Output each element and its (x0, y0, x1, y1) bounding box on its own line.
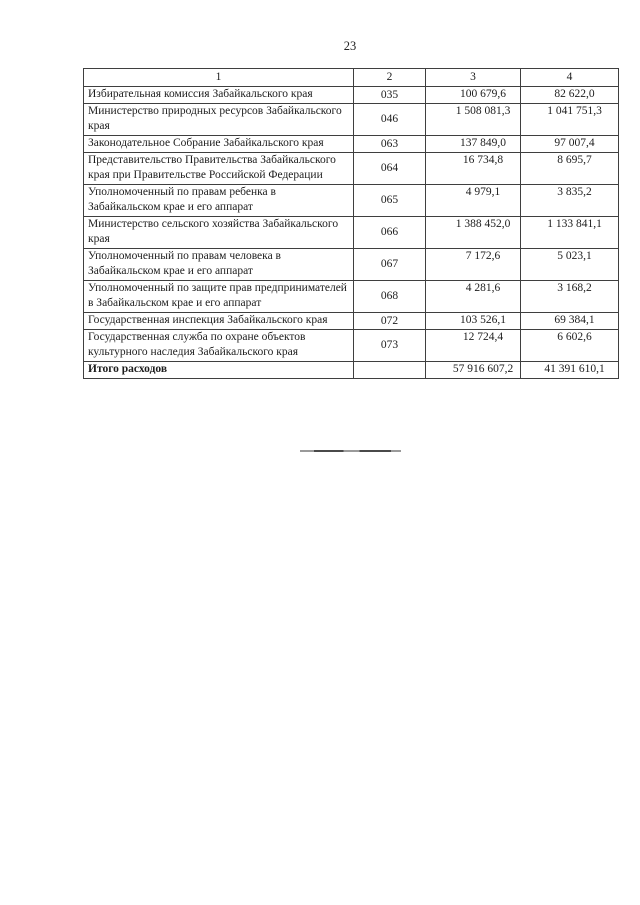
amount-cell: 4 281,6 (426, 281, 521, 313)
amount-cell: 6 602,6 (521, 330, 619, 362)
total-label-cell: Итого расходов (84, 362, 354, 379)
amount-cell: 100 679,6 (426, 87, 521, 104)
agency-code-cell: 064 (354, 153, 426, 185)
amount-cell: 3 835,2 (521, 185, 619, 217)
amount-cell: 69 384,1 (521, 313, 619, 330)
agency-code-cell: 035 (354, 87, 426, 104)
agency-name-cell: Представительство Правительства Забайкальского края при Правительстве Российской Федерации (84, 153, 354, 185)
amount-cell: 8 695,7 (521, 153, 619, 185)
agency-name-cell: Государственная служба по охране объектов культурного наследия Забайкальского края (84, 330, 354, 362)
total-code-cell (354, 362, 426, 379)
amount-cell: 1 388 452,0 (426, 217, 521, 249)
agency-name-cell: Министерство сельского хозяйства Забайкальского края (84, 217, 354, 249)
amount-cell: 103 526,1 (426, 313, 521, 330)
agency-name-cell: Государственная инспекция Забайкальского края (84, 313, 354, 330)
amount-cell: 137 849,0 (426, 136, 521, 153)
agency-code-cell: 046 (354, 104, 426, 136)
amount-cell: 4 979,1 (426, 185, 521, 217)
amount-cell: 5 023,1 (521, 249, 619, 281)
amount-cell: 3 168,2 (521, 281, 619, 313)
table-row (84, 281, 619, 313)
agency-code-cell: 065 (354, 185, 426, 217)
column-header-3: 3 (426, 69, 521, 87)
agency-code-cell: 073 (354, 330, 426, 362)
page-number: 23 (343, 39, 357, 53)
table-row (84, 249, 619, 281)
amount-cell: 97 007,4 (521, 136, 619, 153)
total-row (84, 362, 619, 379)
table-row (84, 87, 619, 104)
agency-name-cell: Министерство природных ресурсов Забайкальского края (84, 104, 354, 136)
agency-name-cell: Уполномоченный по правам ребенка в Забайкальском крае и его аппарат (84, 185, 354, 217)
table-row (84, 313, 619, 330)
agency-code-cell: 063 (354, 136, 426, 153)
table-row (84, 185, 619, 217)
agency-name-cell: Избирательная комиссия Забайкальского края (84, 87, 354, 104)
agency-name-cell: Законодательное Собрание Забайкальского края (84, 136, 354, 153)
amount-cell: 12 724,4 (426, 330, 521, 362)
amount-cell: 16 734,8 (426, 153, 521, 185)
total-amount-cell: 57 916 607,2 (426, 362, 521, 379)
table-row (84, 217, 619, 249)
amount-cell: 82 622,0 (521, 87, 619, 104)
total-amount-cell: 41 391 610,1 (521, 362, 619, 379)
column-header-2: 2 (354, 69, 426, 87)
amount-cell: 1 508 081,3 (426, 104, 521, 136)
agency-code-cell: 067 (354, 249, 426, 281)
budget-expenditure-table (83, 68, 619, 379)
table-row (84, 330, 619, 362)
amount-cell: 1 133 841,1 (521, 217, 619, 249)
amount-cell: 7 172,6 (426, 249, 521, 281)
agency-name-cell: Уполномоченный по защите прав предпринимателей в Забайкальском крае и его аппарат (84, 281, 354, 313)
column-header-4: 4 (521, 69, 619, 87)
amount-cell: 1 041 751,3 (521, 104, 619, 136)
table-row (84, 136, 619, 153)
table-header-row (84, 69, 619, 87)
agency-code-cell: 072 (354, 313, 426, 330)
agency-code-cell: 068 (354, 281, 426, 313)
agency-code-cell: 066 (354, 217, 426, 249)
section-divider-line (300, 450, 401, 452)
table-row (84, 104, 619, 136)
table-row (84, 153, 619, 185)
column-header-1: 1 (84, 69, 354, 87)
agency-name-cell: Уполномоченный по правам человека в Забайкальском крае и его аппарат (84, 249, 354, 281)
